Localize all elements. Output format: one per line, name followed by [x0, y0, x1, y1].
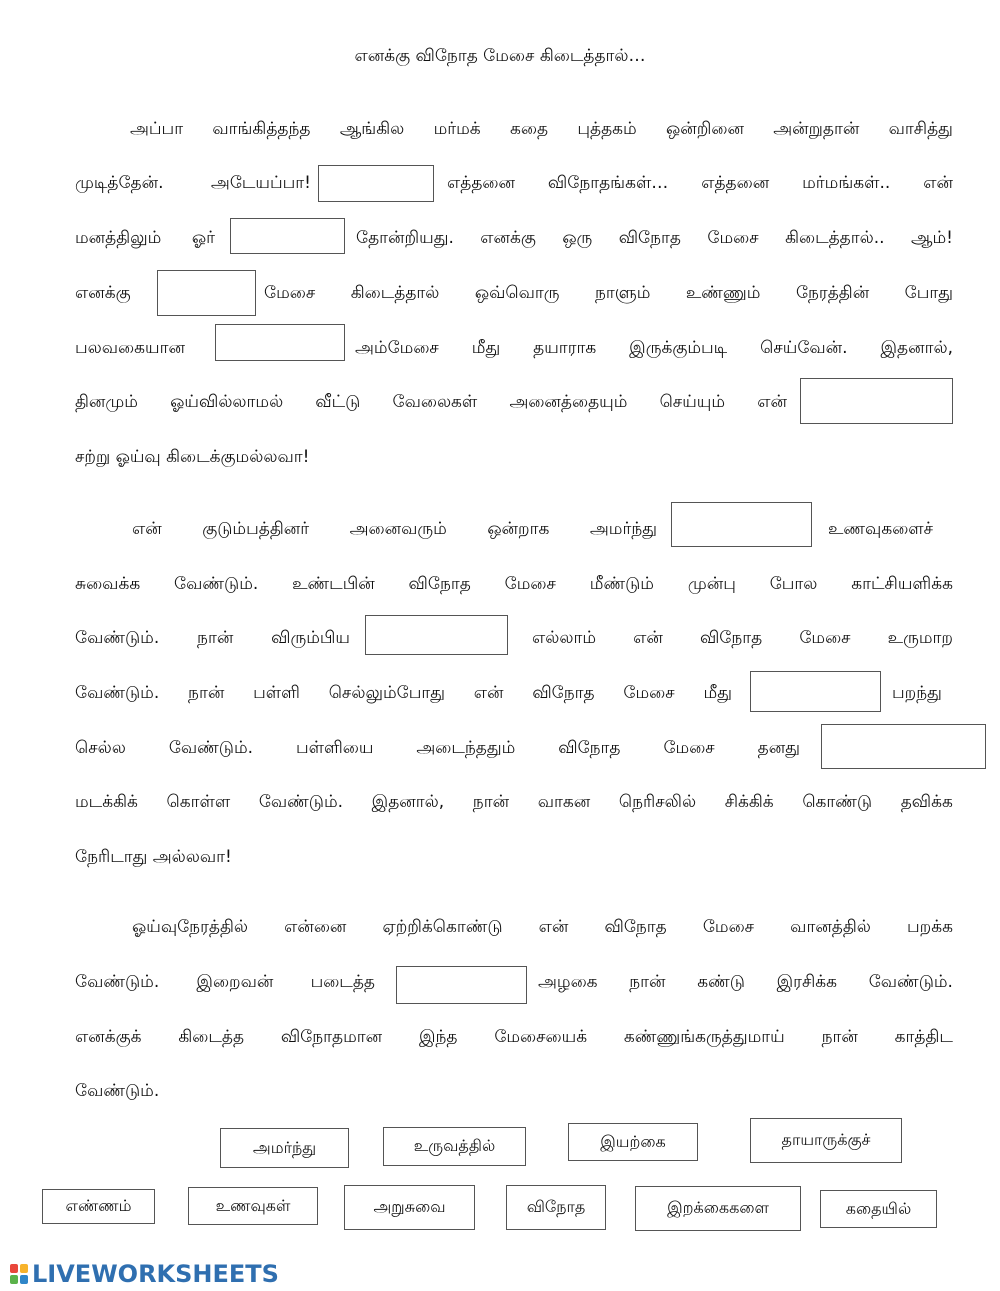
blank-4[interactable]: [215, 324, 345, 361]
word: எனக்கு: [480, 228, 536, 248]
p2-line-4a: [75, 683, 732, 705]
word: அழகை: [538, 972, 598, 992]
word: மடக்கிக்: [75, 792, 138, 812]
word: தினமும்: [75, 392, 138, 412]
p2-line-1b: உணவுகளைச்: [828, 519, 934, 539]
word: எல்லாம்: [532, 628, 597, 648]
word: மீண்டும்: [589, 574, 654, 594]
p2-line-1a: [132, 519, 657, 541]
word: மீது: [471, 338, 501, 358]
logo-text: LIVEWORKSHEETS: [32, 1260, 279, 1288]
logo-squares-icon: [10, 1264, 28, 1284]
p1-line-3b: [356, 228, 953, 250]
word-bank-chip[interactable]: இயற்கை: [568, 1123, 698, 1161]
p1-line-2a: [75, 173, 311, 195]
word: அம்மேசை: [355, 338, 439, 358]
word: ஆங்கில: [339, 119, 405, 139]
p1-line-7: சற்று ஓய்வு கிடைக்குமல்லவா!: [75, 447, 310, 467]
word: அனைத்தையும்: [509, 392, 628, 412]
word: செய்வேன்.: [760, 338, 848, 358]
word: இந்த: [418, 1027, 458, 1047]
p1-line-2b: [447, 173, 953, 195]
p3-line-2b: [538, 972, 953, 994]
word-bank-chip[interactable]: உணவுகள்: [188, 1187, 318, 1225]
word: கிடைத்தால்: [350, 283, 440, 303]
word-bank-chip[interactable]: தாயாருக்குச்: [750, 1118, 902, 1163]
word: நேரத்தின்: [795, 283, 870, 303]
word: உண்டபின்: [292, 574, 375, 594]
word: கதை: [510, 119, 549, 139]
blank-7[interactable]: [365, 615, 508, 655]
word: வேண்டும்.: [75, 628, 160, 648]
word: குடும்பத்தினர்: [202, 519, 310, 539]
word: அப்பா: [130, 119, 184, 139]
word: வேண்டும்.: [174, 574, 259, 594]
word: ஏற்றிக்கொண்டு: [382, 917, 503, 937]
word: காத்திட: [894, 1027, 953, 1047]
word: இரசிக்க: [776, 972, 838, 992]
word: செல்ல: [75, 738, 126, 758]
word: அனைவரும்: [349, 519, 447, 539]
word: விநோதமான: [280, 1027, 383, 1047]
word: தவிக்க: [900, 792, 953, 812]
word: ஓய்வுநேரத்தில்: [132, 917, 248, 937]
word: ஒன்றாக: [487, 519, 550, 539]
p1-line-4a: [75, 283, 145, 305]
word: வேண்டும்.: [868, 972, 953, 992]
p1-line-3a: [75, 228, 215, 250]
word: நெரிசலில்: [618, 792, 697, 812]
word: புத்தகம்: [577, 119, 637, 139]
word: வானத்தில்: [790, 917, 871, 937]
word: ஆம்!: [910, 228, 953, 248]
word: மேசை: [264, 283, 316, 303]
word: என்: [538, 917, 569, 937]
word: விரும்பிய: [271, 628, 350, 648]
word: பறக்க: [907, 917, 953, 937]
word: போல: [769, 574, 818, 594]
word: மர்மங்கள்..: [802, 173, 891, 193]
word: போது: [904, 283, 953, 303]
word: என்: [473, 683, 504, 703]
p1-line-6: [75, 392, 787, 414]
blank-2[interactable]: [230, 218, 345, 254]
word: என்னை: [284, 917, 347, 937]
word: இருக்கும்படி: [629, 338, 728, 358]
p2-line-3a: [75, 628, 350, 650]
blank-9[interactable]: [821, 724, 986, 769]
p2-line-4b: பறந்து: [892, 683, 942, 703]
word: மேசை: [623, 683, 675, 703]
word: அன்றுதான்: [773, 119, 860, 139]
word: வீட்டு: [315, 392, 361, 412]
word: தோன்றியது.: [356, 228, 454, 248]
word: வேலைகள்: [392, 392, 478, 412]
blank-3[interactable]: [157, 270, 256, 316]
word: மீது: [703, 683, 732, 703]
word: மேசை: [504, 574, 556, 594]
word: செய்யும்: [659, 392, 726, 412]
word: கொண்டு: [802, 792, 873, 812]
blank-1[interactable]: [318, 165, 434, 202]
p3-line-4: வேண்டும்.: [75, 1081, 160, 1101]
word-bank-chip[interactable]: உருவத்தில்: [383, 1127, 526, 1166]
word: பள்ளி: [253, 683, 300, 703]
word: சுவைக்க: [75, 574, 141, 594]
word: காட்சியளிக்க: [851, 574, 953, 594]
word: முன்பு: [687, 574, 736, 594]
p3-line-2a: [75, 972, 375, 994]
word-bank-chip[interactable]: அமர்ந்து: [220, 1128, 349, 1168]
p2-line-6: [75, 792, 953, 814]
p2-line-5: [75, 738, 800, 760]
p1-line-1: [130, 119, 953, 141]
word: விநோத: [604, 917, 667, 937]
p1-line-5b: [355, 338, 953, 360]
word: கிடைத்தால்..: [785, 228, 885, 248]
word: எனக்குக்: [75, 1027, 142, 1047]
liveworksheets-logo: [10, 1260, 279, 1288]
word: நான்: [197, 628, 234, 648]
p2-line-7: நேரிடாது அல்லவா!: [75, 847, 232, 867]
word: பலவகையான: [75, 338, 185, 358]
word: வேண்டும்.: [75, 683, 160, 703]
word: விநோத: [408, 574, 471, 594]
p2-line-3b: [532, 628, 953, 650]
word: வேண்டும்.: [75, 972, 160, 992]
p3-line-1: [132, 917, 953, 939]
word: இதனால்,: [880, 338, 953, 358]
word: என்: [132, 519, 162, 539]
word: கண்ணுங்கருத்துமாய்: [623, 1027, 785, 1047]
word-bank-chip[interactable]: எண்ணம்: [42, 1189, 155, 1224]
word: என்: [923, 173, 953, 193]
word: வேண்டும்.: [258, 792, 344, 812]
word: நான்: [629, 972, 666, 992]
word: வாகன: [537, 792, 591, 812]
word: மர்மக்: [433, 119, 481, 139]
p2-line-2: [75, 574, 953, 596]
word: அடைந்ததும்: [416, 738, 516, 758]
word: இறைவன்: [196, 972, 274, 992]
word: மேசை: [707, 228, 759, 248]
word: என்: [757, 392, 787, 412]
blank-10[interactable]: [396, 966, 527, 1004]
word: மேசையைக்: [494, 1027, 588, 1047]
p1-line-5a: [75, 338, 205, 360]
word: எத்தனை: [447, 173, 515, 193]
word: ஓய்வில்லாமல்: [170, 392, 284, 412]
word: அமர்ந்து: [589, 519, 657, 539]
word: மனத்திலும்: [75, 228, 162, 248]
word: விநோதங்கள்…: [547, 173, 669, 193]
word: வாங்கித்தந்த: [212, 119, 311, 139]
word: மேசை: [799, 628, 851, 648]
p1-line-4b: [264, 283, 953, 305]
word: நான்: [188, 683, 225, 703]
word: தயாராக: [533, 338, 597, 358]
word: அடேயப்பா!: [210, 173, 311, 193]
word: கண்டு: [697, 972, 745, 992]
word: சிக்கிக்: [724, 792, 774, 812]
blank-5[interactable]: [800, 378, 953, 424]
word: நான்: [472, 792, 510, 812]
word: விநோத: [618, 228, 681, 248]
word: இதனால்,: [371, 792, 445, 812]
word: நாளும்: [595, 283, 651, 303]
word: முடித்தேன்.: [75, 173, 164, 193]
word: விநோத: [532, 683, 595, 703]
word: நான்: [821, 1027, 858, 1047]
word: செல்லும்போது: [328, 683, 445, 703]
word: படைத்த: [310, 972, 375, 992]
word: மேசை: [702, 917, 755, 937]
word: கொள்ள: [166, 792, 231, 812]
word-bank-chip[interactable]: விநோத: [506, 1185, 606, 1230]
worksheet-title: எனக்கு விநோத மேசை கிடைத்தால்…: [354, 46, 646, 66]
word: ஒரு: [562, 228, 593, 248]
blank-6[interactable]: [671, 502, 812, 547]
word-bank-chip[interactable]: கதையில்: [820, 1190, 937, 1228]
word: ஓர்: [191, 228, 215, 248]
word: வேண்டும்.: [168, 738, 254, 758]
blank-8[interactable]: [750, 671, 881, 712]
word: ஒவ்வொரு: [474, 283, 560, 303]
word: என்: [633, 628, 663, 648]
word-bank-chip[interactable]: அறுசுவை: [344, 1185, 475, 1230]
word: எத்தனை: [701, 173, 770, 193]
p3-line-3: [75, 1027, 953, 1049]
word: உண்ணும்: [685, 283, 761, 303]
word: பள்ளியை: [295, 738, 374, 758]
word: எனக்கு: [75, 283, 131, 303]
word: கிடைத்த: [178, 1027, 245, 1047]
word: வாசித்து: [888, 119, 953, 139]
word: உருமாற: [887, 628, 953, 648]
word: தனது: [757, 738, 800, 758]
word-bank-chip[interactable]: இறக்கைகளை: [635, 1186, 801, 1231]
word: ஒன்றினை: [666, 119, 744, 139]
word: விநோத: [699, 628, 763, 648]
word: மேசை: [663, 738, 715, 758]
word: விநோத: [558, 738, 621, 758]
